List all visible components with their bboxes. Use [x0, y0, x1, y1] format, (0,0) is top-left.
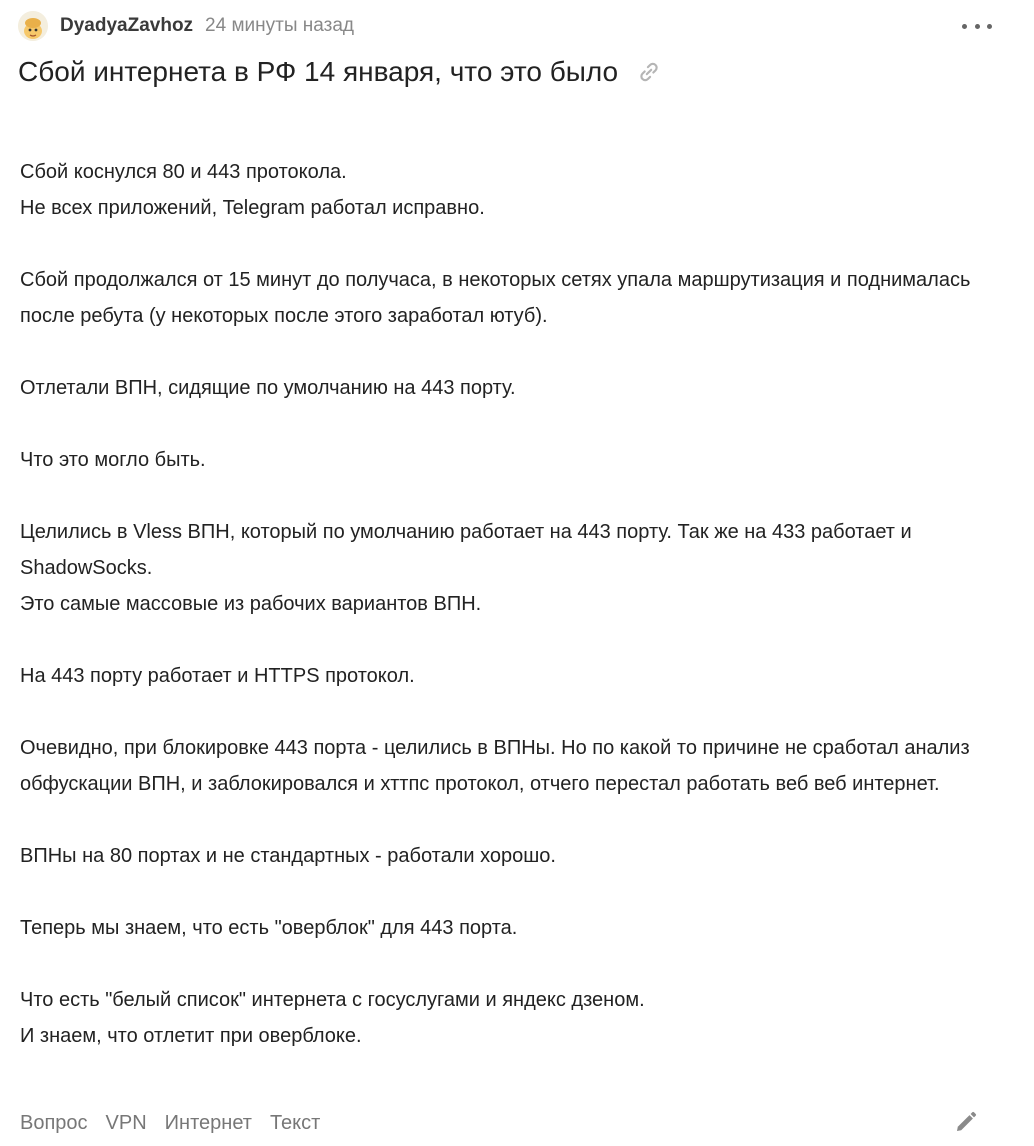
- paragraph-line: Сбой продолжался от 15 минут до получаса, в некоторых сетях упала маршрутизация и поднималась после ребута (у некоторых после этого заработал ютуб).: [20, 269, 971, 327]
- paragraph-line: На 443 порту работает и HTTPS протокол.: [20, 665, 415, 687]
- paragraph-gap: [20, 694, 995, 730]
- post-content: [20, 154, 995, 1054]
- tag-text[interactable]: Текст: [269, 1111, 321, 1134]
- dot: [975, 24, 980, 29]
- paragraph-line: Отлетали ВПН, сидящие по умолчанию на 443 порту.: [20, 377, 516, 399]
- paragraph-line: Сбой коснулся 80 и 443 протокола.: [20, 161, 347, 183]
- paragraph-gap: [20, 406, 995, 442]
- paragraph-line: Не всех приложений, Telegram работал исправно.: [20, 197, 485, 219]
- pencil-icon[interactable]: [954, 1110, 978, 1134]
- author-name[interactable]: DyadyaZavhoz: [60, 15, 194, 36]
- paragraph-line: Теперь мы знаем, что есть "оверблок" для 443 порта.: [20, 917, 518, 939]
- paragraph-line: Что есть "белый список" интернета с госуслугами и яндекс дзеном.: [20, 989, 645, 1011]
- dot: [987, 24, 992, 29]
- dot: [962, 24, 967, 29]
- paragraph-line: Что это могло быть.: [20, 449, 206, 471]
- paragraph-gap: [20, 802, 995, 838]
- paragraph-line: И знаем, что отлетит при оверблоке.: [20, 1025, 362, 1047]
- paragraph-gap: [20, 622, 995, 658]
- paragraph-gap: [20, 226, 995, 262]
- tag-vpn[interactable]: VPN: [105, 1111, 147, 1134]
- tag-internet[interactable]: Интернет: [164, 1111, 252, 1134]
- post-title[interactable]: Сбой интернета в РФ 14 января, что это было: [18, 56, 619, 87]
- avatar[interactable]: [18, 11, 48, 41]
- tag-question[interactable]: Вопрос: [20, 1111, 88, 1134]
- paragraph-line: Целились в Vless ВПН, который по умолчанию работает на 443 порту. Так же на 433 работает и ShadowSocks.: [20, 521, 912, 579]
- paragraph-line: ВПНы на 80 портах и не стандартных - работали хорошо.: [20, 845, 556, 867]
- avatar-character-icon: [18, 11, 48, 41]
- paragraph-gap: [20, 946, 995, 982]
- link-icon[interactable]: [636, 59, 662, 85]
- post-time: 24 минуты назад: [205, 15, 354, 36]
- tag-list: [20, 1108, 338, 1138]
- paragraph-gap: [20, 478, 995, 514]
- more-dots-icon[interactable]: [962, 16, 992, 36]
- paragraph-gap: [20, 334, 995, 370]
- post-header: [18, 10, 1004, 42]
- paragraph-line: Очевидно, при блокировке 443 порта - целились в ВПНы. Но по какой то причине не сработал анализ обфускации ВПН, и заблокировался и хттпс протокол, отчего перестал работать веб веб интернет.: [20, 737, 970, 795]
- paragraph-gap: [20, 874, 995, 910]
- post-title-row: [18, 52, 662, 92]
- paragraph-line: Это самые массовые из рабочих вариантов ВПН.: [20, 593, 482, 615]
